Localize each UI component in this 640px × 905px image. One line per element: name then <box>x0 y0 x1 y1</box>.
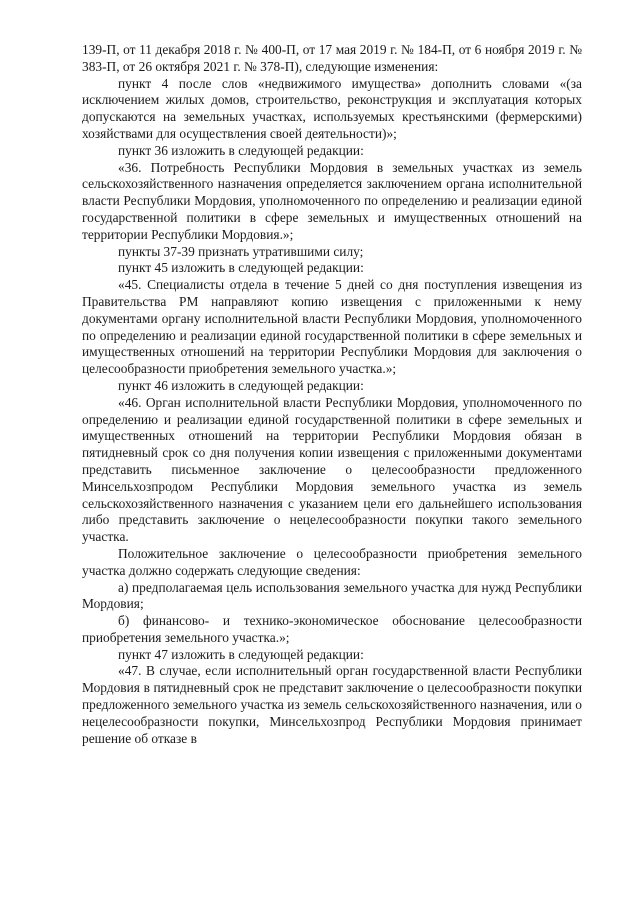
paragraph-items-37-39: пункты 37-39 признать утратившими силу; <box>118 243 364 259</box>
paragraph-item-47-text: «47. В случае, если исполнительный орган государственной власти Республики Мордовия в пятидневный срок не представит заключение о целесообразности покупки предложенного земельного участка из земель сельскохозяйственного назначения, или о нецелесообразности покупки, Минсельхозпрод Республики Мордовия принимает решение об отказе в <box>82 663 582 746</box>
paragraph-subitem-a: а) предполагаемая цель использования земельного участка для нужд Республики Мордовия; <box>82 579 582 612</box>
paragraph-item-36-text: «36. Потребность Республики Мордовия в земельных участках из земель сельскохозяйственного назначения определяется заключением органа исполнительной власти Республики Мордовия, уполномоченного по определению и реализации единой государственной политики в сфере земельных и имущественных отношений на территории Республики Мордовия.»; <box>82 159 582 242</box>
paragraph-item-47-intro: пункт 47 изложить в следующей редакции: <box>118 646 364 662</box>
paragraph-item-46-intro: пункт 46 изложить в следующей редакции: <box>118 377 364 393</box>
document-body <box>82 42 582 747</box>
paragraph-item-36-intro: пункт 36 изложить в следующей редакции: <box>118 142 364 158</box>
paragraph-item-45-text: «45. Специалисты отдела в течение 5 дней со дня поступления извещения из Правительства РМ направляют копию извещения с приложенными к нему документами органу исполнительной власти Республики Мордовия, уполномоченного по определению и реализации единой государственной политики в сфере земельных и имущественных отношений на территории Республики Мордовия для заключения о целесообразности приобретения земельного участка.»; <box>82 277 582 377</box>
paragraph-subitem-b: б) финансово- и технико-экономическое обоснование целесообразности приобретения земельного участка.»; <box>82 613 582 645</box>
paragraph-item-46-text: «46. Орган исполнительной власти Республики Мордовия, уполномоченного по определению и реализации единой государственной политики в сфере земельных и имущественных отношений на территории Республики Мордовия обязан в пятидневный срок со дня получения копии извещения с приложенными документами представить письменное заключение о целесообразности предложенного Минсельхозпродом Республики Мордовия земельного участка из земель сельскохозяйственного назначения с указанием цели его дальнейшего использования либо представить заключение о нецелесообразности покупки такого земельного участка. <box>82 394 582 545</box>
paragraph-item-45-intro: пункт 45 изложить в следующей редакции: <box>118 260 364 276</box>
paragraph-item-4: пункт 4 после слов «недвижимого имущества» дополнить словами «(за исключением жилых домов, строительство, реконструкция и эксплуатация которых допускаются на земельных участках, используемых крестьянскими (фермерскими) хозяйствами для осуществления своей деятельности)»; <box>82 75 582 141</box>
paragraph-positive-conclusion: Положительное заключение о целесообразности приобретения земельного участка должно содержать следующие сведения: <box>82 545 582 578</box>
paragraph-amendment-list: 139-П, от 11 декабря 2018 г. № 400-П, от 17 мая 2019 г. № 184-П, от 6 ноября 2019 г. № 383-П, от 26 октября 2021 г. № 378-П), следующие изменения: <box>82 42 582 74</box>
